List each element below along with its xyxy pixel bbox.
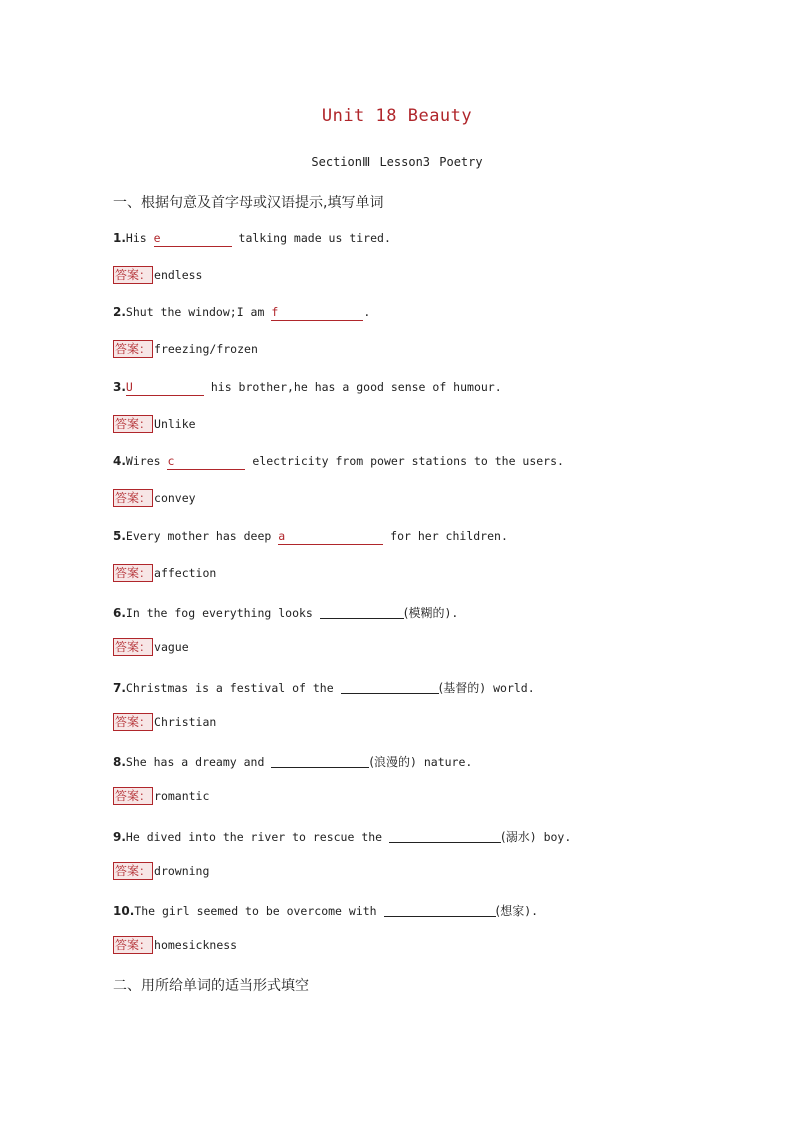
answer-7: 答案： Christian xyxy=(115,715,217,729)
answer-3: 答案： Unlike xyxy=(115,417,196,431)
answer-blank: f xyxy=(271,307,363,321)
page-title: Unit 18 Beauty xyxy=(321,106,473,126)
answer-label: 答案： xyxy=(115,864,152,878)
question-10: 10.The girl seemed to be overcome with (想家). xyxy=(113,904,539,918)
question-3: 3.U his brother,he has a good sense of humour. xyxy=(113,380,502,394)
question-5: 5.Every mother has deep a for her children. xyxy=(113,529,508,543)
section-heading-2: 二、用所给单词的适当形式填空 xyxy=(113,978,309,994)
answer-blank: a xyxy=(278,531,383,545)
question-6: 6.In the fog everything looks (模糊的). xyxy=(113,606,459,620)
answer-1: 答案： endless xyxy=(115,268,203,282)
answer-label: 答案： xyxy=(115,640,152,654)
answer-label: 答案： xyxy=(115,268,152,282)
section-heading-1: 一、根据句意及首字母或汉语提示,填写单词 xyxy=(113,195,384,211)
question-7: 7.Christmas is a festival of the (基督的) world. xyxy=(113,681,535,695)
answer-blank xyxy=(271,754,369,768)
answer-blank xyxy=(320,605,404,619)
answer-5: 答案： affection xyxy=(115,566,217,580)
question-1: 1.His e talking made us tired. xyxy=(113,231,391,245)
question-9: 9.He dived into the river to rescue the (溺水) boy. xyxy=(113,830,572,844)
answer-blank: e xyxy=(154,233,232,247)
answer-label: 答案： xyxy=(115,715,152,729)
answer-blank xyxy=(389,829,501,843)
answer-2: 答案： freezing/frozen xyxy=(115,342,258,356)
answer-label: 答案： xyxy=(115,789,152,803)
answer-blank: U xyxy=(126,382,204,396)
answer-label: 答案： xyxy=(115,342,152,356)
answer-10: 答案： homesickness xyxy=(115,938,238,952)
answer-8: 答案： romantic xyxy=(115,789,210,803)
answer-9: 答案： drowning xyxy=(115,864,210,878)
question-8: 8.She has a dreamy and (浪漫的) nature. xyxy=(113,755,473,769)
answer-blank xyxy=(341,680,439,694)
answer-blank xyxy=(384,903,496,917)
answer-6: 答案： vague xyxy=(115,640,189,654)
answer-4: 答案： convey xyxy=(115,491,196,505)
question-4: 4.Wires c electricity from power stations to the users. xyxy=(113,454,564,468)
answer-label: 答案： xyxy=(115,417,152,431)
question-2: 2.Shut the window;I am f . xyxy=(113,305,371,319)
answer-blank: c xyxy=(167,456,245,470)
answer-label: 答案： xyxy=(115,491,152,505)
page-subtitle: SectionⅢ Lesson3 Poetry xyxy=(311,155,483,169)
answer-label: 答案： xyxy=(115,566,152,580)
answer-label: 答案： xyxy=(115,938,152,952)
